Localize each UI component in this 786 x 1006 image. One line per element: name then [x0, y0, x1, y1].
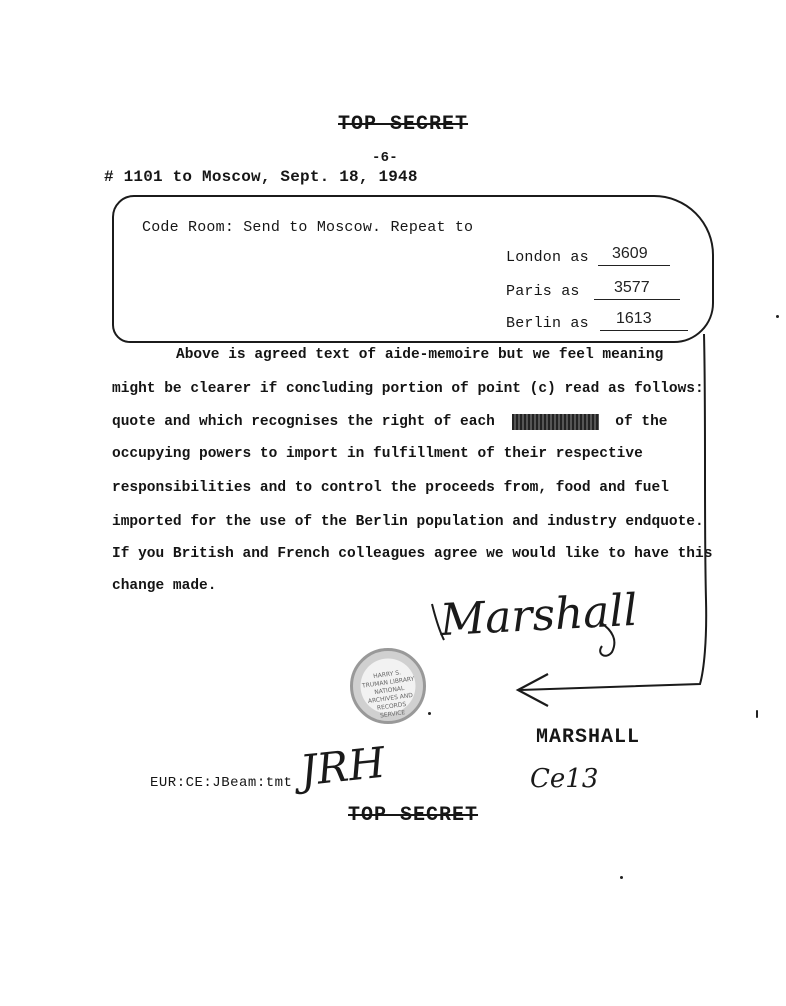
signature-underline-stroke [432, 604, 444, 640]
body-line-3-end: of the [615, 414, 668, 430]
classification-top: TOP SECRET [338, 113, 469, 136]
speck [428, 712, 431, 715]
routing-instruction: Code Room: Send to Moscow. Repeat to [142, 219, 474, 236]
signature-tail [600, 622, 614, 656]
signature-initials: Ce13 [530, 764, 599, 794]
archive-stamp-text: HARRY S. TRUMAN LIBRARY NATIONAL ARCHIVES AND RECORDS SERVICE [361, 669, 415, 720]
typed-signature: MARSHALL [536, 726, 641, 749]
page-number: -6- [372, 150, 398, 166]
speck [620, 876, 623, 879]
repeat-paris-number: 3577 [614, 279, 650, 296]
repeat-london-number: 3609 [612, 245, 648, 262]
body-line-8: change made. [112, 578, 217, 594]
body-line-7: If you British and French colleagues agree we would like to have this [112, 546, 713, 562]
body-line-6: imported for the use of the Berlin population and industry endquote. [112, 514, 704, 530]
repeat-berlin-label: Berlin as [506, 315, 589, 332]
classification-bottom: TOP SECRET [348, 804, 479, 827]
handwritten-signature: Marshall [438, 584, 639, 647]
repeat-paris-label: Paris as [506, 283, 580, 300]
drafter-initials: JRH [297, 737, 388, 796]
body-line-4: occupying powers to import in fulfillment of their respective [112, 446, 643, 462]
speck [756, 710, 758, 718]
body-line-3-start: quote and which recognises the right of each [112, 414, 495, 430]
repeat-london-label: London as [506, 249, 589, 266]
drafter-reference: EUR:CE:JBeam:tmt [150, 775, 293, 791]
repeat-berlin-number: 1613 [616, 310, 652, 327]
telegram-line: # 1101 to Moscow, Sept. 18, 1948 [104, 168, 418, 186]
body-line-2: might be clearer if concluding portion of point (c) read as follows: [112, 381, 704, 397]
body-line-1: Above is agreed text of aide-memoire but we feel meaning [176, 347, 664, 363]
speck [776, 315, 779, 318]
body-line-5: responsibilities and to control the proceeds from, food and fuel [112, 480, 669, 496]
